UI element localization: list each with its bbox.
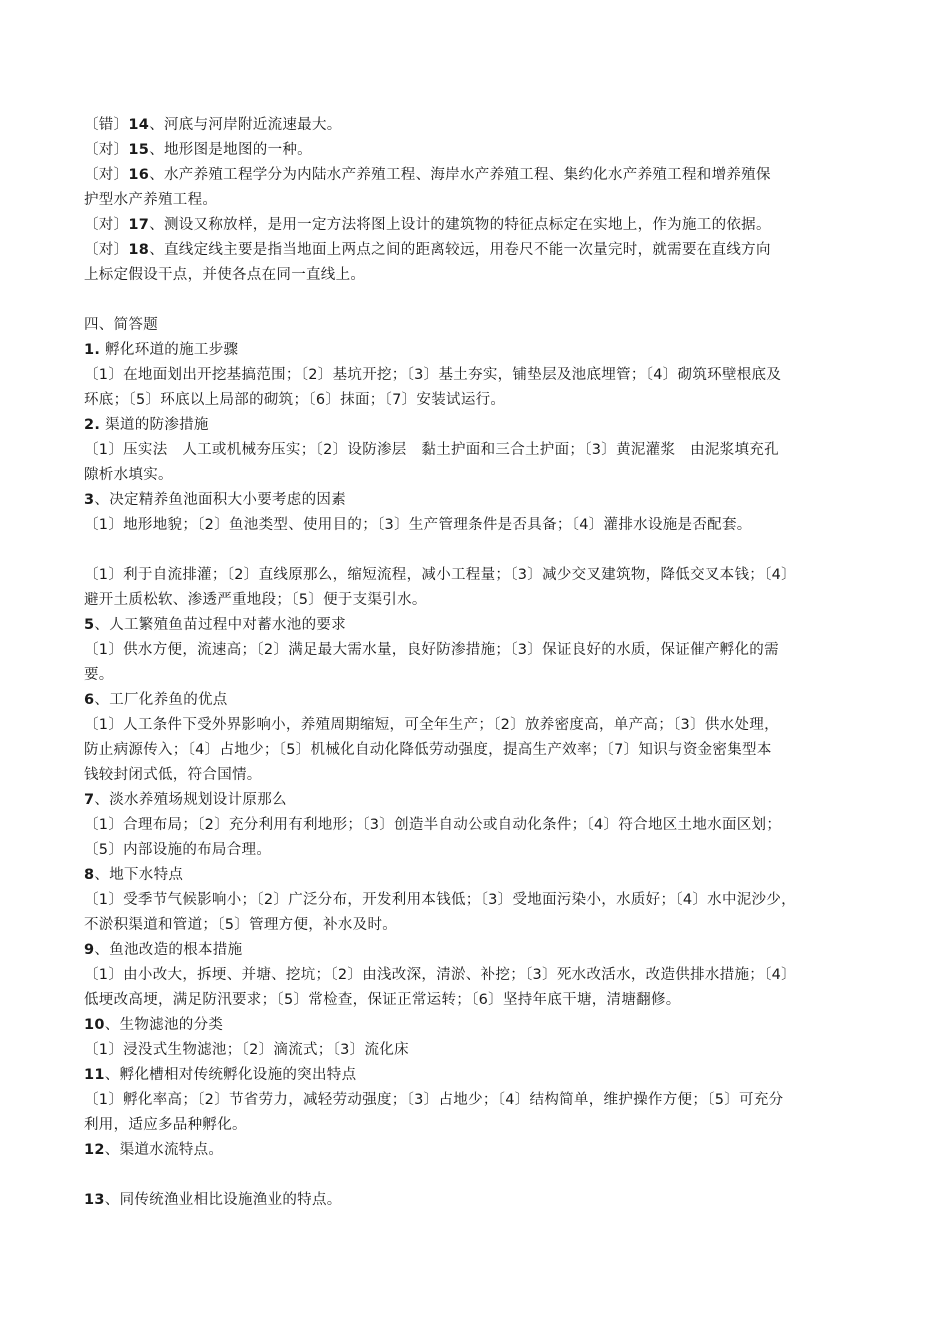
tf-item-17 — [84, 213, 874, 238]
tf-item-18-cont: 上标定假设干点，并使各点在同一直线上。 — [84, 267, 366, 283]
answer-line: 〔1〕地形地貌；〔2〕鱼池类型、使用目的；〔3〕生产管理条件是否具备；〔4〕灌排水设施是否配套。 — [84, 517, 752, 533]
tf-number: 16 — [128, 167, 150, 183]
tf-text: 、地形图是地图的一种。 — [149, 142, 312, 158]
question-number: 9 — [84, 942, 95, 958]
question-number: 1. — [84, 342, 101, 358]
tf-number: 18 — [128, 242, 150, 258]
question-number: 13 — [84, 1192, 105, 1208]
tf-mark: 〔对〕 — [84, 142, 129, 158]
answer-line: 不淤积渠道和管道；〔5〕管理方便，补水及时。 — [84, 917, 398, 933]
answer-line: 〔1〕由小改大，拆埂、并塘、挖坑；〔2〕由浅改深，清淤、补挖；〔3〕死水改活水，改造供排水措施；〔4〕 — [84, 967, 796, 983]
answer-line: 〔1〕利于自流排灌；〔2〕直线原那么，缩短流程，减小工程量；〔3〕减少交叉建筑物，降低交叉本钱；〔4〕 — [84, 567, 796, 583]
tf-item-16 — [84, 163, 874, 188]
question-title: 、地下水特点 — [94, 867, 184, 883]
question-title: 、鱼池改造的根本措施 — [94, 942, 243, 958]
answer-line: 〔1〕浸没式生物滤池；〔2〕滴流式；〔3〕流化床 — [84, 1042, 409, 1058]
answer-line: 〔1〕在地面划出开挖基搞范围；〔2〕基坑开挖；〔3〕基土夯实，铺垫层及池底埋管；〔4〕砌筑环壁根底及 — [84, 367, 782, 383]
tf-mark: 〔错〕 — [84, 117, 129, 133]
answer-line: 防止病源传入；〔4〕占地少；〔5〕机械化自动化降低劳动强度，提高生产效率；〔7〕知识与资金密集型本 — [84, 742, 772, 758]
question-title: 、渠道水流特点。 — [104, 1142, 224, 1158]
question-number: 12 — [84, 1142, 105, 1158]
answer-line: 环底；〔5〕环底以上局部的砌筑；〔6〕抹面；〔7〕安装试运行。 — [84, 392, 506, 408]
question-title: 、决定精养鱼池面积大小要考虑的因素 — [94, 492, 346, 508]
tf-mark: 〔对〕 — [84, 167, 129, 183]
question-title: 孵化环道的施工步骤 — [100, 342, 239, 358]
question-number: 2. — [84, 417, 101, 433]
question-8 — [84, 863, 874, 888]
question-9 — [84, 938, 874, 963]
question-5 — [84, 613, 874, 638]
question-title: 、同传统渔业相比设施渔业的特点。 — [104, 1192, 342, 1208]
tf-text: 、河底与河岸附近流速最大。 — [149, 117, 342, 133]
tf-text: 、水产养殖工程学分为内陆水产养殖工程、海岸水产养殖工程、集约化水产养殖工程和增养殖保 — [149, 167, 771, 183]
section-title: 四、简答题 — [84, 317, 158, 333]
tf-item-18 — [84, 238, 874, 263]
answer-line: 要。 — [84, 667, 114, 683]
blank-line — [84, 538, 874, 563]
tf-mark: 〔对〕 — [84, 242, 129, 258]
question-11 — [84, 1063, 874, 1088]
answer-line: 〔5〕内部设施的布局合理。 — [84, 842, 272, 858]
answer-line: 〔1〕受季节气候影响小；〔2〕广泛分布，开发利用本钱低；〔3〕受地面污染小，水质好；〔4〕水中泥沙少， — [84, 892, 796, 908]
question-title: 、工厂化养鱼的优点 — [94, 692, 228, 708]
document-page — [84, 113, 874, 1213]
question-2 — [84, 413, 874, 438]
question-title: 、生物滤池的分类 — [104, 1017, 224, 1033]
tf-item-14 — [84, 113, 874, 138]
question-title: 、孵化槽相对传统孵化设施的突出特点 — [104, 1067, 357, 1083]
question-number: 5 — [84, 617, 95, 633]
blank-line — [84, 1163, 874, 1188]
tf-number: 14 — [128, 117, 150, 133]
tf-mark: 〔对〕 — [84, 217, 129, 233]
question-title: 、人工繁殖鱼苗过程中对蓄水池的要求 — [94, 617, 346, 633]
tf-number: 17 — [128, 217, 150, 233]
tf-text: 、直线定线主要是指当地面上两点之间的距离较远，用卷尺不能一次量完时，就需要在直线方向 — [149, 242, 771, 258]
question-number: 3 — [84, 492, 95, 508]
question-6 — [84, 688, 874, 713]
blank-line — [84, 288, 874, 313]
question-title: 渠道的防渗措施 — [100, 417, 209, 433]
question-12 — [84, 1138, 874, 1163]
question-number: 6 — [84, 692, 95, 708]
answer-line: 〔1〕供水方便，流速高；〔2〕满足最大需水量，良好防渗措施；〔3〕保证良好的水质，保证催产孵化的需 — [84, 642, 779, 658]
answer-line: 隙析水填实。 — [84, 467, 173, 483]
answer-line: 钱较封闭式低，符合国情。 — [84, 767, 262, 783]
tf-item-15 — [84, 138, 874, 163]
question-number: 8 — [84, 867, 95, 883]
question-number: 11 — [84, 1067, 105, 1083]
question-number: 10 — [84, 1017, 105, 1033]
answer-line: 避开土质松软、渗透严重地段；〔5〕便于支渠引水。 — [84, 592, 427, 608]
question-10 — [84, 1013, 874, 1038]
answer-line: 〔1〕人工条件下受外界影响小，养殖周期缩短，可全年生产；〔2〕放养密度高，单产高；〔3〕供水处理， — [84, 717, 779, 733]
question-7 — [84, 788, 874, 813]
answer-line: 〔1〕合理布局；〔2〕充分利用有利地形；〔3〕创造半自动公或自动化条件；〔4〕符合地区土地水面区划； — [84, 817, 782, 833]
question-13 — [84, 1188, 874, 1213]
tf-text: 、测设又称放样，是用一定方法将图上设计的建筑物的特征点标定在实地上，作为施工的依据。 — [149, 217, 771, 233]
question-3 — [84, 488, 874, 513]
question-1 — [84, 338, 874, 363]
question-number: 7 — [84, 792, 95, 808]
tf-item-16-cont: 护型水产养殖工程。 — [84, 192, 218, 208]
answer-line: 低埂改高埂，满足防汛要求；〔5〕常检查，保证正常运转；〔6〕坚持年底干塘，清塘翻修。 — [84, 992, 681, 1008]
question-title: 、淡水养殖场规划设计原那么 — [94, 792, 287, 808]
answer-line: 利用，适应多品种孵化。 — [84, 1117, 247, 1133]
answer-line: 〔1〕孵化率高；〔2〕节省劳力，减轻劳动强度；〔3〕占地少；〔4〕结构简单，维护操作方便；〔5〕可充分 — [84, 1092, 784, 1108]
answer-line: 〔1〕压实法 人工或机械夯压实；〔2〕设防渗层 黏土护面和三合土护面；〔3〕黄泥灌浆 由泥浆填充孔 — [84, 442, 779, 458]
tf-number: 15 — [128, 142, 150, 158]
